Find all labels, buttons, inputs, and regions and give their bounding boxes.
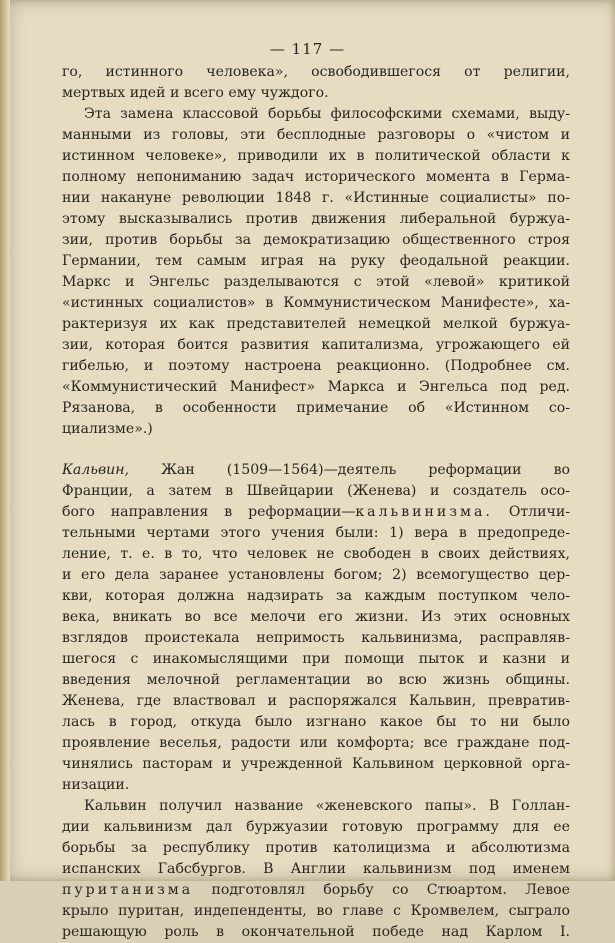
text-line: Кальвин получил название «женевского папы». В Голлан- (84, 798, 570, 814)
text-line: зии, которая боится развития капитализма, угрожающего ей (62, 337, 570, 353)
text-line: Женева, где властвовал и распоряжался Кальвин, превратив- (62, 693, 570, 709)
text-span: Отличи- (508, 504, 570, 520)
page-number: — 117 — (269, 40, 346, 58)
text-line: тельными чертами этого учения были: 1) вера в предопреде- (62, 525, 570, 541)
text-line: и его дела заранее установлены богом; 2) всемогущество цер- (62, 567, 570, 583)
paragraph (62, 796, 570, 943)
text-line: испанских Габсбургов. В Англии кальвинизм под именем (62, 861, 570, 877)
text-line: зии, против борьбы за демократизацию общественного строя (62, 232, 570, 248)
text-line: чинялись пасторам и учрежденной Кальвином церковной орга- (62, 756, 570, 772)
text-line: Рязанова, в особенности примечание об «Истинном со- (62, 400, 570, 416)
text-line: Эта замена классовой борьбы философскими схемами, выду- (84, 106, 570, 122)
text-span: подготовлял борьбу со Стюартом. Левое (211, 882, 570, 898)
text-line: Франции, а затем в Швейцарии (Женева) и создатель осо- (62, 483, 570, 499)
text-line: рактеризуя их как представителей немецкой мелкой буржуа- (62, 316, 570, 332)
text-span: бого направления в реформации— (62, 504, 356, 520)
text-line: нии накануне революции 1848 г. «Истинные социалисты» по- (62, 190, 570, 206)
text-line: «Коммунистический Манифест» Маркса и Энгельса под ред. (62, 379, 570, 395)
text-line: крыло пуритан, индепенденты, во главе с Кромвелем, сыграло (62, 903, 570, 919)
text-line: шегося с инакомыслящими при помощи пыток и казни и (62, 651, 570, 667)
text-line (62, 502, 570, 523)
paragraph (62, 460, 570, 796)
text-line: «истинных социалистов» в Коммунистическом Манифесте», ха- (62, 295, 570, 311)
page-spine-shadow (0, 0, 10, 881)
text-line: Маркс и Энгельс разделываются с этой «левой» критикой (62, 274, 570, 290)
text-line: борьбы за республику против католицизма и абсолютизма (62, 840, 570, 856)
text-line: дии кальвинизм дал буржуазии готовую программу для ее (62, 819, 570, 835)
text-line: этому высказывались против движения либеральной буржуа- (62, 211, 570, 227)
text-line: века, вникать во все мелочи его жизни. Из этих основных (62, 609, 570, 625)
text-line: манными из головы, эти бесплодные разговоры о «чистом и (62, 127, 570, 143)
paragraph-gap (62, 440, 570, 460)
text-line: циализме».) (62, 421, 153, 437)
text-line: взглядов проистекала непримость кальвинизма, расправляв- (62, 630, 570, 646)
text-line: кви, которая должна надзирать за каждым поступком чело- (62, 588, 570, 604)
entry-term: Кальвин, (62, 462, 130, 478)
text-line: низации. (62, 777, 130, 793)
text-line: лась в город, откуда было изгнано какое бы то ни было (62, 714, 570, 730)
text-span: Жан (1509—1564)—деятель реформации во (161, 462, 570, 478)
emphasized-term: кальвинизма. (355, 504, 493, 520)
text-line: введения мелочной регламентации во всю жизнь общины. (62, 672, 570, 688)
text-line: решающую роль в окончательной победе над Карлом I. (62, 924, 570, 940)
text-line (62, 880, 570, 901)
text-line: гибелью, и поэтому настроена реакционно. (Подробнее см. (62, 358, 570, 374)
text-line: Германии, тем самым играя на руку феодальной реакции. (62, 253, 570, 269)
text-line: полному непониманию задач исторического момента в Герма- (62, 169, 570, 185)
paragraph (62, 104, 570, 440)
page-body (62, 62, 570, 943)
emphasized-term: пуританизма (62, 882, 194, 898)
text-line: проявление веселья, радости или комфорта; все граждане под- (62, 735, 570, 751)
text-line: го, истинного человека», освободившегося от религии, (62, 64, 570, 80)
text-line: истинном человеке», приводили их в политической области к (62, 148, 570, 164)
text-line: ление, т. е. в то, что человек не свободен в своих действиях, (62, 546, 570, 562)
text-line (62, 460, 570, 481)
paragraph (62, 62, 570, 104)
text-line: мертвых идей и всего ему чуждого. (62, 85, 329, 101)
